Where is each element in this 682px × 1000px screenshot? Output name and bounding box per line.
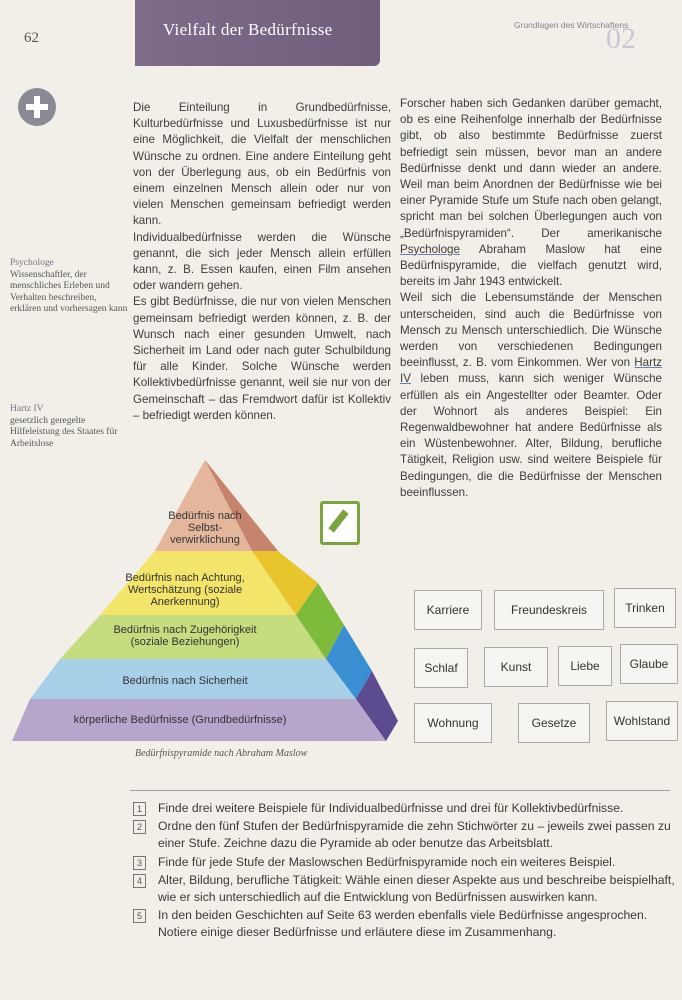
- text: leben muss, kann sich weniger Wünsche erfüllen als ein Angestellter oder Beamter. Oder der Wohnort als anderes Beispiel: Ein Regenwaldbewohner hat andere Bedürfnisse als ein Wüstenbewohner. Alter, Bildung, berufliche Tätigkeit, Religion usw. sind weitere Beispiele für Bedingungen, die die Bedürfnisse der Menschen beeinflussen.: [400, 372, 662, 499]
- chapter-number: 02: [606, 22, 636, 55]
- text: Weil sich die Lebensumstände der Menschen unterscheiden, sind auch die Bedürfnisse von Mensch zu Mensch unterschiedlich. Die Wünsche werden von verschiedenen Bedingungen beeinflusst, z. B. vom Einkommen. Wer von: [400, 291, 662, 370]
- keyword-box: Liebe: [558, 646, 612, 686]
- pyramid-label-2: Bedürfnis nach Achtung, Wertschätzung (soziale Anerkennung): [125, 572, 245, 608]
- task-text: Finde für jede Stufe der Maslowschen Bedürfnispyramide noch ein weiteres Beispiel.: [158, 854, 616, 869]
- page-title: Vielfalt der Bedürfnisse: [163, 20, 333, 39]
- keyword-box: Schlaf: [414, 648, 468, 688]
- task-number: 1: [133, 802, 146, 816]
- pyramid-label-5: körperliche Bedürfnisse (Grundbedürfnisse): [73, 714, 287, 726]
- glossary-entry: [10, 258, 128, 316]
- glossary-term: Hartz IV: [10, 404, 44, 414]
- glossary-term: Psychologe: [10, 258, 54, 268]
- keyword-box: Gesetze: [518, 703, 590, 743]
- task-item: [130, 818, 675, 852]
- task-item: [130, 907, 675, 941]
- pyramid-label-3: Bedürfnis nach Zugehörigkeit (soziale Beziehungen): [113, 624, 257, 648]
- keyword-box: Kunst: [484, 647, 548, 687]
- glossary-definition: gesetzlich geregelte Hilfeleistung des Staates für Arbeitslose: [10, 415, 118, 449]
- text: Forscher haben sich Gedanken darüber gemacht, ob es eine Reihenfolge innerhalb der Bedürfnisse gibt, ob also bestimmte Bedürfnisse zuerst befriedigt sein müssen, bevor man an andere Bedürfnisse denkt und dann wieder an andere. Weil man beim Anordnen der Bedürfnisse wie bei einer Pyramide Stufe um Stufe nach oben gelangt, spricht man bei solchen Überlegungen auch von „Bedürfnispyramiden“. Der amerikanische: [400, 97, 662, 240]
- pencil-icon: [320, 501, 360, 545]
- glossary-definition: Wissenschaftler, der menschliches Erleben und Verhalten beschreiben, erklären und vorhersagen kann: [10, 269, 128, 314]
- task-number: 3: [133, 856, 146, 870]
- task-number: 5: [133, 909, 146, 923]
- task-number: 2: [133, 820, 146, 834]
- task-number: 4: [133, 874, 146, 888]
- pyramid-caption: Bedürfnispyramide nach Abraham Maslow: [135, 748, 308, 759]
- text: Abraham Maslow hat eine Bedürfnispyramide, die vielfach genutzt wird, bereits im Jahr 1943 entwickelt.: [400, 242, 662, 289]
- glossary-link-hartz-iv[interactable]: Hartz IV: [400, 356, 662, 386]
- paragraph: Die Einteilung in Grundbedürfnisse, Kulturbedürfnisse und Luxusbedürfnisse ist nur eine Möglichkeit, die Vielfalt der menschlichen Wünsche zu ordnen. Eine andere Einteilung geht von der Überlegung aus, ob ein Bedürfnis von einem einzelnen Mensch allein oder nur von vielen Menschen gemeinsam befriedigt werden kann.: [133, 101, 391, 228]
- running-head: Grundlagen des Wirtschaftens: [514, 20, 629, 30]
- glossary-link-psychologe[interactable]: Psychologe: [400, 242, 460, 256]
- pyramid-label-1: Bedürfnis nach Selbst-verwirklichung: [168, 510, 242, 546]
- keyword-box: Wohlstand: [606, 701, 678, 741]
- keyword-box: Glaube: [620, 644, 678, 684]
- keyword-box: Karriere: [414, 590, 482, 630]
- keyword-box: Freundeskreis: [494, 590, 604, 630]
- task-text: Ordne den fünf Stufen der Bedürfnispyramide die zehn Stichwörter zu – jeweils zwei passen zu einer Stufe. Zeichne dazu die Pyramide ab oder benutze das Arbeitsblatt.: [158, 819, 671, 851]
- glossary-entry: [10, 404, 128, 450]
- task-item: [130, 800, 675, 817]
- task-item: [130, 872, 675, 906]
- paragraph: Es gibt Bedürfnisse, die nur von vielen Menschen gemeinsam befriedigt werden können, z. B. der Wunsch nach einer gesunden Umwelt, nach Sicherheit im Land oder nach guter Schulbildung für alle Kinder. Solche Wünsche werden Kollektivbedürfnisse genannt, weil sie nur von der Gemeinschaft – das Fremdwort dafür ist Kollektiv – befriedigt werden können.: [133, 295, 391, 422]
- task-text: In den beiden Geschichten auf Seite 63 werden ebenfalls viele Bedürfnisse angesprochen. Notiere einige dieser Bedürfnisse und erläutere diese im Zusammenhang.: [158, 908, 648, 940]
- task-list: [130, 800, 675, 943]
- task-text: Finde drei weitere Beispiele für Individualbedürfnisse und drei für Kollektivbedürfnisse.: [158, 801, 624, 815]
- task-item: [130, 854, 675, 871]
- right-text-column: [400, 96, 662, 501]
- keyword-box: Trinken: [614, 588, 676, 628]
- paragraph: [400, 290, 662, 501]
- left-text-column: [133, 100, 391, 424]
- title-banner: [135, 0, 380, 66]
- paragraph: Individualbedürfnisse werden die Wünsche genannt, die sich jeder Mensch allein erfüllen kann, z. B. Essen kaufen, einen Film ansehen oder wandern gehen.: [133, 230, 391, 293]
- divider: [130, 790, 670, 791]
- keyword-box: Wohnung: [414, 703, 492, 743]
- plus-icon: [18, 88, 56, 126]
- task-text: Alter, Bildung, berufliche Tätigkeit: Wähle einen dieser Aspekte aus und beschreibe beispielhaft, wie er sich unterschiedlich auf die Entwicklung von Bedürfnissen auswirken kann.: [158, 872, 675, 905]
- paragraph: [400, 96, 662, 290]
- page-number: 62: [24, 30, 39, 46]
- pyramid-label-4: Bedürfnis nach Sicherheit: [122, 675, 248, 687]
